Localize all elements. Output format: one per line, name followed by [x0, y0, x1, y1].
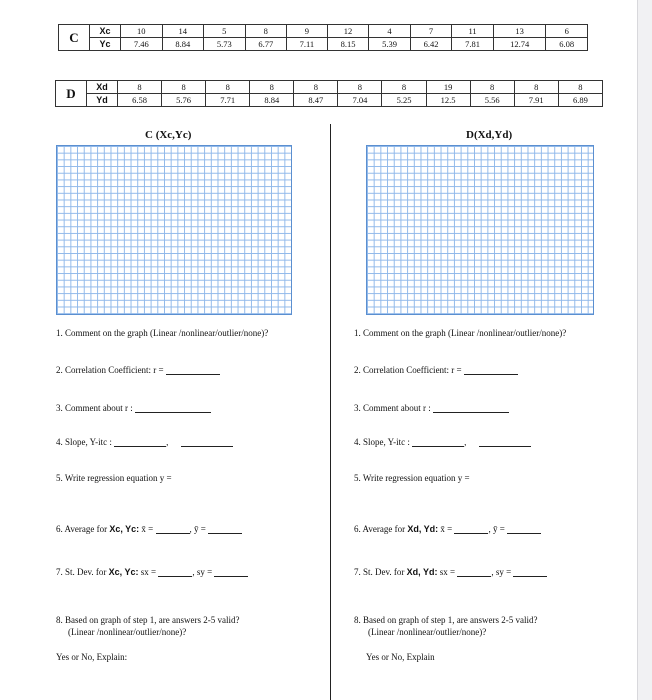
right-explain: Yes or No, Explain [366, 652, 435, 662]
table-c-x-cell: 14 [162, 25, 204, 38]
right-q6-xbar: x̄ = [438, 524, 453, 534]
table-c-x-cell: 10 [121, 25, 163, 38]
table-c-yname: Yc [90, 38, 121, 51]
table-c-y-cell: 8.84 [162, 38, 204, 51]
left-q6-prefix: 6. Average for [56, 524, 110, 534]
table-c-x-cell: 7 [410, 25, 452, 38]
left-ybar-blank[interactable] [208, 524, 242, 534]
table-d-x-cell: 8 [558, 81, 602, 94]
left-q6: 6. Average for Xc, Yc: x̄ = , ȳ = [56, 524, 242, 534]
table-d-y-cell: 6.58 [118, 94, 162, 107]
right-q7-prefix: 7. St. Dev. for [354, 567, 407, 577]
table-d-xname: Xd [87, 81, 118, 94]
left-q4: 4. Slope, Y-itc : , [56, 437, 233, 447]
right-q6-prefix: 6. Average for [354, 524, 408, 534]
left-q6-xbar: x̄ = [139, 524, 154, 534]
right-slope-blank[interactable] [412, 437, 464, 447]
table-d-x-cell: 8 [294, 81, 338, 94]
left-slope-blank[interactable] [114, 437, 166, 447]
left-yint-blank[interactable] [181, 437, 233, 447]
table-d-x-cell: 8 [206, 81, 250, 94]
table-c-x-cell: 9 [287, 25, 328, 38]
left-q3 [56, 403, 211, 413]
table-c-y-cell: 6.08 [546, 38, 588, 51]
left-q6-vars: Xc, Yc: [109, 524, 140, 534]
table-c-y-cell: 7.46 [121, 38, 163, 51]
table-d-y-cell: 7.71 [206, 94, 250, 107]
left-sx-blank[interactable] [158, 567, 192, 577]
table-d-y-cell: 12.5 [426, 94, 470, 107]
left-q1: 1. Comment on the graph (Linear /nonlinear/outlier/none)? [56, 328, 269, 338]
table-c-x-cell: 4 [369, 25, 411, 38]
right-q2 [354, 365, 518, 375]
left-q2-text: 2. Correlation Coefficient: r = [56, 365, 164, 375]
left-sy-blank[interactable] [214, 567, 248, 577]
table-d-y-cell: 7.04 [338, 94, 382, 107]
left-explain: Yes or No, Explain: [56, 652, 128, 662]
left-q5: 5. Write regression equation y = [56, 473, 172, 483]
table-d-y-cell: 7.91 [514, 94, 558, 107]
right-q7: 7. St. Dev. for Xd, Yd: sx = , sy = [354, 567, 547, 577]
left-q7-sx: sx = [138, 567, 157, 577]
table-c-y-cell: 6.42 [410, 38, 452, 51]
left-q2-answer-blank[interactable] [166, 365, 220, 375]
left-xbar-blank[interactable] [156, 524, 190, 534]
right-q5: 5. Write regression equation y = [354, 473, 470, 483]
table-c-y-cell: 12.74 [493, 38, 546, 51]
table-d-y-cell: 5.56 [470, 94, 514, 107]
left-q7-sy: sy = [196, 567, 213, 577]
table-d-y-cell: 5.76 [162, 94, 206, 107]
table-c-y-cell: 5.39 [369, 38, 411, 51]
table-c-xname: Xc [90, 25, 121, 38]
graph-d-grid[interactable] [366, 145, 594, 315]
left-q7-vars: Xc, Yc: [108, 567, 139, 577]
right-ybar-blank[interactable] [507, 524, 541, 534]
table-c-y-cell: 5.73 [204, 38, 246, 51]
left-q3-answer-blank[interactable] [135, 403, 211, 413]
right-q4: 4. Slope, Y-itc : , [354, 437, 531, 447]
table-c-x-cell: 6 [546, 25, 588, 38]
graph-d-title: D(Xd,Yd) [466, 129, 513, 141]
table-d-yname: Yd [87, 94, 118, 107]
right-yint-blank[interactable] [479, 437, 531, 447]
table-d-x-cell: 8 [250, 81, 294, 94]
table-c-x-cell: 8 [245, 25, 287, 38]
right-q3-answer-blank[interactable] [433, 403, 509, 413]
right-q3-text: 3. Comment about r : [354, 403, 431, 413]
table-d-x-cell: 8 [118, 81, 162, 94]
right-q6: 6. Average for Xd, Yd: x̄ = , ȳ = [354, 524, 541, 534]
right-q6-vars: Xd, Yd: [407, 524, 439, 534]
graph-c-title: C (Xc,Yc) [145, 129, 192, 141]
table-c-x-cell: 11 [452, 25, 494, 38]
table-d-x-cell: 8 [470, 81, 514, 94]
right-sy-blank[interactable] [513, 567, 547, 577]
table-c-label: C [59, 25, 90, 51]
table-c [58, 24, 588, 51]
left-q7-prefix: 7. St. Dev. for [56, 567, 109, 577]
table-c-y-cell: 7.11 [287, 38, 328, 51]
left-q3-text: 3. Comment about r : [56, 403, 133, 413]
viewer-gutter [637, 0, 652, 700]
right-q1: 1. Comment on the graph (Linear /nonlinear/outlier/none)? [354, 328, 567, 338]
column-divider [330, 124, 331, 700]
right-q3 [354, 403, 509, 413]
right-q4-text: 4. Slope, Y-itc : [354, 437, 410, 447]
table-d-x-cell: 19 [426, 81, 470, 94]
table-d-x-cell: 8 [338, 81, 382, 94]
right-q8b: (Linear /nonlinear/outlier/none)? [368, 627, 487, 637]
table-d [55, 80, 603, 107]
right-q8a: 8. Based on graph of step 1, are answers 2-5 valid? [354, 615, 538, 625]
right-q2-answer-blank[interactable] [464, 365, 518, 375]
right-xbar-blank[interactable] [454, 524, 488, 534]
left-q8b: (Linear /nonlinear/outlier/none)? [68, 627, 187, 637]
right-sx-blank[interactable] [457, 567, 491, 577]
left-q7: 7. St. Dev. for Xc, Yc: sx = , sy = [56, 567, 248, 577]
table-d-y-cell: 5.25 [382, 94, 426, 107]
table-d-y-cell: 8.84 [250, 94, 294, 107]
right-q7-sy: sy = [495, 567, 512, 577]
table-d-x-cell: 8 [162, 81, 206, 94]
left-q6-ybar: ȳ = [194, 524, 206, 534]
table-c-y-cell: 6.77 [245, 38, 287, 51]
table-d-y-cell: 8.47 [294, 94, 338, 107]
table-c-y-cell: 8.15 [327, 38, 369, 51]
graph-c-grid[interactable] [56, 145, 292, 315]
right-q7-vars: Xd, Yd: [406, 567, 438, 577]
right-q6-ybar: ȳ = [492, 524, 505, 534]
left-q8a: 8. Based on graph of step 1, are answers 2-5 valid? [56, 615, 240, 625]
table-d-x-cell: 8 [514, 81, 558, 94]
left-q4-text: 4. Slope, Y-itc : [56, 437, 112, 447]
table-c-y-cell: 7.81 [452, 38, 494, 51]
table-d-x-cell: 8 [382, 81, 426, 94]
table-d-label: D [56, 81, 87, 107]
table-c-x-cell: 13 [493, 25, 546, 38]
table-c-x-cell: 5 [204, 25, 246, 38]
right-q2-text: 2. Correlation Coefficient: r = [354, 365, 462, 375]
table-d-y-cell: 6.89 [558, 94, 602, 107]
right-q7-sx: sx = [437, 567, 456, 577]
left-q2 [56, 365, 220, 375]
table-c-x-cell: 12 [327, 25, 369, 38]
